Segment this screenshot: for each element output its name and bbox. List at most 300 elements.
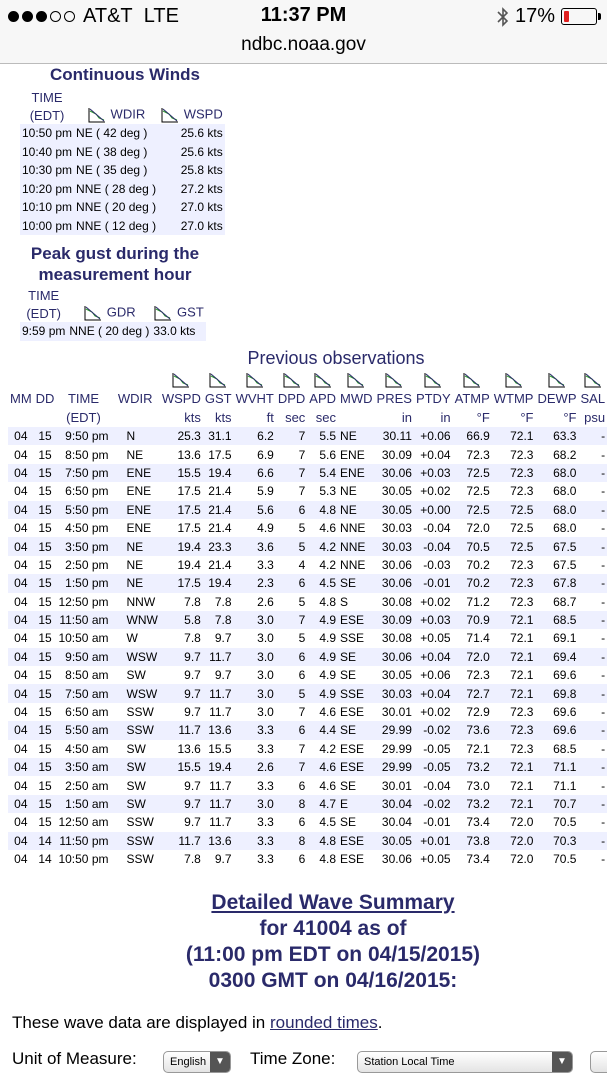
obs-cell-pres: 30.06 <box>381 576 412 591</box>
cw-time: 10:30 pm <box>22 163 73 178</box>
status-bar <box>0 0 607 32</box>
obs-cell-atmp: 73.2 <box>466 760 490 775</box>
obs-cell-apd: 4.6 <box>319 760 337 775</box>
obs-cell-dpd: 7 <box>298 447 306 462</box>
obs-cell-mwd: E <box>340 797 349 811</box>
obs-cell-time: 11:50 pm <box>59 833 109 848</box>
continuous-winds-row <box>20 180 225 199</box>
obs-cell-ptdy: +0.02 <box>420 705 451 720</box>
obs-row <box>8 721 607 739</box>
obs-cell-apd: 4.6 <box>319 778 337 793</box>
obs-cell-dpd: 6 <box>298 852 306 867</box>
obs-cell-pres: 30.03 <box>381 539 412 554</box>
obs-cell-time: 6:50 pm <box>65 484 109 499</box>
obs-cell-ptdy: +0.00 <box>420 502 451 517</box>
obs-cell-ptdy: -0.01 <box>423 576 451 591</box>
obs-cell-dd: 15 <box>38 797 52 811</box>
note-prefix: These wave data are displayed in <box>12 1013 270 1032</box>
obs-cell-pres: 30.08 <box>381 594 412 609</box>
sal-chart-icon[interactable] <box>583 371 603 389</box>
dpd-chart-icon[interactable] <box>282 371 302 389</box>
obs-cell-pres: 30.05 <box>381 833 412 848</box>
obs-cell-wdir: NE <box>126 576 144 591</box>
obs-cell-wdir: NNW <box>126 594 156 609</box>
obs-cell-ptdy: -0.01 <box>423 815 451 830</box>
obs-cell-apd: 4.9 <box>319 686 337 701</box>
obs-cell-sal: - <box>601 778 606 793</box>
obs-cell-dewp: 67.5 <box>553 557 577 572</box>
obs-cell-dd: 15 <box>38 668 52 683</box>
obs-cell-atmp: 72.5 <box>466 502 490 517</box>
cw-wdir: NE ( 42 deg ) <box>76 126 148 141</box>
obs-header-ptdy: PTDY <box>415 391 451 406</box>
obs-cell-atmp: 72.5 <box>466 484 490 499</box>
obs-cell-time: 1:50 pm <box>65 576 109 591</box>
obs-cell-dpd: 7 <box>298 613 306 628</box>
obs-cell-dewp: 67.5 <box>553 539 577 554</box>
obs-cell-dewp: 68.0 <box>553 502 577 517</box>
obs-cell-wspd: 9.7 <box>184 778 201 793</box>
obs-cell-wdir: SW <box>126 668 146 683</box>
obs-cell-wdir: SSW <box>126 815 154 830</box>
obs-cell-gst: 11.7 <box>209 815 232 830</box>
clock: 11:37 PM <box>260 4 347 26</box>
obs-cell-wspd: 9.7 <box>184 686 201 701</box>
obs-cell-gst: 21.4 <box>208 557 232 572</box>
obs-header-pres: PRES <box>376 391 412 406</box>
obs-cell-wtmp: 72.3 <box>510 447 534 462</box>
status-right <box>497 5 597 28</box>
obs-cell-wtmp: 72.1 <box>510 778 534 793</box>
obs-unit-atmp: °F <box>476 410 490 425</box>
obs-cell-wdir: SSW <box>126 705 154 720</box>
obs-cell-wdir: ENE <box>126 465 152 480</box>
pres-chart-icon[interactable] <box>384 371 404 389</box>
obs-unit-wspd: kts <box>184 410 201 425</box>
obs-cell-dewp: 68.0 <box>553 521 577 536</box>
obs-cell-wtmp: 72.5 <box>510 539 534 554</box>
obs-cell-mwd: SE <box>340 778 357 793</box>
obs-cell-wdir: WNW <box>126 613 158 628</box>
obs-unit-ptdy: in <box>440 410 451 425</box>
obs-cell-mm: 04 <box>14 760 28 775</box>
obs-row <box>8 666 607 684</box>
obs-cell-atmp: 70.9 <box>466 613 490 628</box>
obs-cell-pres: 30.09 <box>381 447 412 462</box>
cw-wdir: NE ( 38 deg ) <box>76 144 148 159</box>
obs-row <box>8 445 607 463</box>
tz-select-value: Station Local Time <box>364 1056 455 1068</box>
obs-cell-pres: 30.05 <box>381 502 412 517</box>
obs-cell-mm: 04 <box>14 631 28 646</box>
obs-cell-dd: 15 <box>38 741 52 756</box>
obs-cell-apd: 4.2 <box>319 557 337 572</box>
obs-cell-ptdy: -0.02 <box>423 797 451 811</box>
obs-cell-mm: 04 <box>14 539 28 554</box>
obs-cell-atmp: 73.8 <box>466 833 490 848</box>
obs-cell-mwd: ESE <box>340 833 365 848</box>
obs-cell-dpd: 6 <box>298 576 306 591</box>
obs-row <box>8 684 607 702</box>
obs-cell-sal: - <box>601 705 606 720</box>
obs-cell-atmp: 72.0 <box>466 649 490 664</box>
obs-cell-wspd: 19.4 <box>177 557 201 572</box>
obs-cell-atmp: 73.0 <box>466 778 490 793</box>
obs-cell-dpd: 7 <box>298 484 306 499</box>
obs-cell-sal: - <box>601 797 606 811</box>
obs-header-apd: APD <box>309 391 337 406</box>
obs-cell-apd: 4.2 <box>319 539 337 554</box>
atmp-chart-icon[interactable] <box>462 371 482 389</box>
continuous-winds-row <box>20 143 225 162</box>
obs-cell-pres: 30.06 <box>381 852 412 867</box>
obs-cell-dewp: 68.5 <box>553 741 577 756</box>
obs-cell-gst: 31.1 <box>208 429 232 444</box>
obs-cell-gst: 13.6 <box>208 723 232 738</box>
cw-wdir-header: WDIR <box>110 106 146 122</box>
obs-cell-dd: 15 <box>38 686 52 701</box>
obs-cell-wspd: 9.7 <box>184 705 201 720</box>
obs-cell-gst: 9.7 <box>214 668 232 683</box>
obs-cell-apd: 4.4 <box>319 723 337 738</box>
obs-cell-wdir: W <box>126 631 138 646</box>
wspd-chart-icon[interactable] <box>171 371 191 389</box>
obs-cell-gst: 17.5 <box>208 447 232 462</box>
obs-cell-wvht: 3.6 <box>257 539 274 554</box>
previous-observations-title: Previous observations <box>247 348 425 368</box>
obs-header-wvht: WVHT <box>235 391 274 406</box>
obs-cell-wspd: 5.8 <box>184 613 201 628</box>
obs-cell-wdir: NE <box>126 539 144 554</box>
mwd-chart-icon[interactable] <box>346 371 366 389</box>
obs-cell-mwd: SSE <box>340 631 365 646</box>
chevron-down-icon: ▼ <box>552 1052 572 1072</box>
previous-observations-table <box>8 370 607 868</box>
ptdy-chart-icon[interactable] <box>423 371 443 389</box>
obs-cell-dewp: 68.0 <box>553 465 577 480</box>
obs-cell-atmp: 72.1 <box>466 741 490 756</box>
wtmp-chart-icon[interactable] <box>504 371 524 389</box>
obs-cell-gst: 11.7 <box>209 649 232 664</box>
obs-cell-sal: - <box>601 594 606 609</box>
obs-cell-dd: 15 <box>38 631 52 646</box>
obs-cell-ptdy: +0.03 <box>420 613 451 628</box>
obs-cell-wvht: 2.3 <box>257 576 274 591</box>
time-zone-label: Time Zone: <box>250 1049 336 1068</box>
cw-time: 10:10 pm <box>22 200 73 215</box>
obs-cell-wvht: 3.0 <box>257 649 274 664</box>
obs-cell-sal: - <box>601 649 606 664</box>
obs-cell-gst: 21.4 <box>208 484 232 499</box>
obs-cell-dd: 15 <box>38 705 52 720</box>
cw-wspd-header: WSPD <box>183 106 223 122</box>
detailed-wave-summary-link[interactable]: Detailed Wave Summary <box>211 891 455 914</box>
obs-cell-mm: 04 <box>14 521 28 536</box>
obs-cell-ptdy: -0.04 <box>423 521 451 536</box>
obs-cell-dd: 15 <box>38 778 52 793</box>
obs-cell-sal: - <box>601 447 606 462</box>
obs-cell-apd: 5.5 <box>319 429 337 444</box>
obs-cell-wtmp: 72.3 <box>510 484 534 499</box>
rounded-times-note <box>12 1013 382 1033</box>
obs-cell-dpd: 5 <box>298 594 306 609</box>
obs-cell-mm: 04 <box>14 557 28 572</box>
cw-time-header: TIME <box>31 89 63 105</box>
obs-cell-dewp: 68.2 <box>553 447 577 462</box>
obs-cell-wtmp: 72.5 <box>510 521 534 536</box>
obs-cell-time: 8:50 am <box>65 668 109 683</box>
obs-cell-dpd: 5 <box>298 521 306 536</box>
obs-cell-pres: 30.05 <box>381 668 412 683</box>
rounded-times-link[interactable]: rounded times <box>270 1013 378 1032</box>
obs-row <box>8 427 607 445</box>
obs-cell-dd: 15 <box>38 815 52 830</box>
cw-wspd: 25.6 kts <box>180 144 223 159</box>
obs-cell-ptdy: -0.05 <box>423 760 451 775</box>
gst-chart-icon[interactable] <box>153 304 173 322</box>
obs-cell-wvht: 3.0 <box>257 705 274 720</box>
obs-cell-atmp: 72.3 <box>466 447 490 462</box>
obs-cell-wspd: 17.5 <box>177 521 201 536</box>
obs-cell-dd: 15 <box>38 521 52 536</box>
obs-cell-apd: 4.6 <box>319 705 337 720</box>
obs-row <box>8 501 607 519</box>
obs-cell-gst: 11.7 <box>209 705 232 720</box>
obs-cell-mwd: SE <box>340 723 357 738</box>
obs-cell-wdir: N <box>126 429 136 444</box>
obs-cell-wspd: 9.7 <box>184 797 201 811</box>
obs-cell-ptdy: +0.06 <box>420 429 451 444</box>
obs-cell-mwd: ESE <box>340 613 365 628</box>
peak-gust-title-line1: Peak gust during the <box>30 244 200 263</box>
cw-time: 10:20 pm <box>22 181 73 196</box>
obs-row <box>8 629 607 647</box>
obs-cell-sal: - <box>601 741 606 756</box>
wspd-chart-icon[interactable] <box>160 106 180 124</box>
obs-cell-wdir: SW <box>126 760 146 775</box>
obs-cell-mm: 04 <box>14 815 28 830</box>
obs-cell-wspd: 19.4 <box>177 539 201 554</box>
obs-cell-dd: 15 <box>38 649 52 664</box>
obs-row <box>8 482 607 500</box>
obs-header-wdir: WDIR <box>117 391 153 406</box>
obs-cell-dd: 15 <box>38 484 52 499</box>
obs-cell-dewp: 68.7 <box>553 594 577 609</box>
obs-cell-mm: 04 <box>14 484 28 499</box>
obs-cell-atmp: 72.3 <box>466 668 490 683</box>
obs-cell-mm: 04 <box>14 797 28 811</box>
obs-cell-wvht: 3.0 <box>257 668 274 683</box>
obs-cell-mwd: SSE <box>340 686 365 701</box>
carrier-name: AT&T <box>83 5 133 27</box>
obs-cell-mm: 04 <box>14 649 28 664</box>
obs-cell-time: 7:50 pm <box>65 465 109 480</box>
obs-cell-wtmp: 72.3 <box>510 465 534 480</box>
obs-cell-mwd: ESE <box>340 760 365 775</box>
obs-cell-sal: - <box>601 815 606 830</box>
obs-cell-atmp: 73.2 <box>466 797 490 811</box>
obs-cell-wspd: 11.7 <box>178 833 201 848</box>
cw-time: 10:00 pm <box>22 218 73 233</box>
continuous-winds-row <box>20 217 225 236</box>
obs-cell-time: 2:50 pm <box>65 557 109 572</box>
cw-wdir: NNE ( 12 deg ) <box>76 218 157 233</box>
obs-cell-wtmp: 72.0 <box>510 833 534 848</box>
obs-cell-wvht: 6.9 <box>257 447 274 462</box>
obs-cell-wdir: NE <box>126 557 144 572</box>
obs-cell-mm: 04 <box>14 613 28 628</box>
obs-cell-gst: 15.5 <box>208 741 232 756</box>
pg-gdr: NNE ( 20 deg ) <box>69 324 150 339</box>
obs-cell-pres: 30.04 <box>381 797 412 811</box>
obs-cell-pres: 30.01 <box>381 705 412 720</box>
obs-cell-wvht: 3.3 <box>257 557 274 572</box>
obs-header-mm: MM <box>10 391 32 406</box>
obs-cell-wdir: ENE <box>126 484 152 499</box>
obs-header-wspd: WSPD <box>161 391 201 406</box>
url-text: ndbc.noaa.gov <box>241 34 366 55</box>
obs-cell-dewp: 68.5 <box>553 613 577 628</box>
obs-cell-ptdy: -0.04 <box>423 778 451 793</box>
cw-wspd: 25.6 kts <box>180 126 223 141</box>
obs-cell-wtmp: 72.1 <box>510 631 534 646</box>
continuous-winds-row <box>20 198 225 217</box>
obs-cell-mm: 04 <box>14 576 28 591</box>
obs-cell-apd: 4.2 <box>319 741 337 756</box>
obs-cell-dewp: 70.3 <box>553 833 577 848</box>
obs-cell-wspd: 15.5 <box>177 465 201 480</box>
dewp-chart-icon[interactable] <box>547 371 567 389</box>
obs-cell-dd: 15 <box>38 576 52 591</box>
obs-cell-dewp: 69.4 <box>553 649 577 664</box>
obs-cell-wspd: 9.7 <box>184 668 201 683</box>
obs-unit-mwd <box>338 408 375 427</box>
obs-cell-wtmp: 72.1 <box>510 760 534 775</box>
peak-gust-title-line2: measurement hour <box>38 265 192 284</box>
obs-cell-wspd: 11.7 <box>178 723 201 738</box>
obs-unit-wvht: ft <box>266 410 274 425</box>
obs-cell-apd: 5.4 <box>319 465 337 480</box>
cw-time: 10:40 pm <box>22 144 73 159</box>
obs-cell-mm: 04 <box>14 723 28 738</box>
battery-level <box>564 11 569 22</box>
obs-row <box>8 537 607 555</box>
obs-cell-wspd: 13.6 <box>177 447 201 462</box>
gst-chart-icon[interactable] <box>208 371 228 389</box>
obs-row <box>8 776 607 794</box>
obs-cell-mm: 04 <box>14 741 28 756</box>
obs-cell-wdir: SW <box>126 741 146 756</box>
obs-cell-wtmp: 72.3 <box>510 557 534 572</box>
obs-cell-gst: 7.8 <box>214 613 232 628</box>
continuous-winds-row <box>20 161 225 180</box>
obs-cell-wvht: 6.6 <box>257 465 274 480</box>
obs-cell-dpd: 6 <box>298 649 306 664</box>
pg-gst-header: GST <box>177 304 204 320</box>
obs-unit-dewp: °F <box>563 410 577 425</box>
obs-cell-time: 3:50 am <box>65 760 109 775</box>
wave-summary-heading <box>0 890 607 994</box>
wvht-chart-icon[interactable] <box>245 371 265 389</box>
battery-icon <box>561 8 597 25</box>
apd-chart-icon[interactable] <box>313 371 333 389</box>
obs-cell-wvht: 5.6 <box>257 502 274 517</box>
obs-unit-row <box>8 408 607 427</box>
obs-cell-dd: 15 <box>38 613 52 628</box>
obs-cell-atmp: 71.2 <box>466 594 490 609</box>
obs-cell-wspd: 9.7 <box>184 649 201 664</box>
obs-cell-dd: 15 <box>38 594 52 609</box>
extra-select[interactable] <box>590 1051 607 1073</box>
obs-cell-wdir: WSW <box>126 649 158 664</box>
obs-cell-ptdy: +0.04 <box>420 447 451 462</box>
obs-cell-mwd: ESE <box>340 741 365 756</box>
obs-cell-apd: 4.8 <box>319 594 337 609</box>
obs-cell-pres: 30.08 <box>381 631 412 646</box>
obs-cell-dpd: 5 <box>298 631 306 646</box>
obs-cell-wdir: SSW <box>126 833 154 848</box>
cw-wdir: NNE ( 28 deg ) <box>76 181 157 196</box>
continuous-winds-title: Continuous Winds <box>50 65 200 84</box>
obs-cell-atmp: 71.4 <box>466 631 490 646</box>
cw-time-unit: (EDT) <box>29 107 65 123</box>
time-zone-select[interactable] <box>357 1051 573 1073</box>
obs-cell-atmp: 73.4 <box>466 815 490 830</box>
obs-cell-wdir: NE <box>126 447 144 462</box>
unit-of-measure-select[interactable] <box>163 1051 231 1073</box>
wave-edt-line: (11:00 pm EDT on 04/15/2015) <box>185 943 481 966</box>
obs-cell-gst: 19.4 <box>208 760 232 775</box>
obs-row <box>8 593 607 611</box>
obs-cell-dd: 15 <box>38 447 52 462</box>
obs-cell-apd: 4.9 <box>319 649 337 664</box>
obs-cell-mwd: NE <box>340 484 357 499</box>
network-type: LTE <box>143 5 179 27</box>
obs-cell-wtmp: 72.3 <box>510 741 534 756</box>
obs-cell-sal: - <box>601 852 606 867</box>
unit-select-value: English <box>170 1056 207 1068</box>
obs-cell-wvht: 4.9 <box>257 521 274 536</box>
obs-cell-gst: 9.7 <box>214 631 232 646</box>
obs-unit-sal: psu <box>584 410 606 425</box>
obs-cell-gst: 7.8 <box>214 594 232 609</box>
obs-cell-mm: 04 <box>14 502 28 517</box>
address-bar[interactable] <box>0 32 607 64</box>
obs-cell-sal: - <box>601 613 606 628</box>
obs-cell-time: 5:50 pm <box>65 502 109 517</box>
gdr-chart-icon[interactable] <box>83 304 103 322</box>
obs-header-dewp: DEWP <box>537 391 577 406</box>
obs-cell-ptdy: -0.04 <box>423 539 451 554</box>
obs-cell-wdir: SW <box>126 778 146 793</box>
obs-row <box>8 795 607 813</box>
wdir-chart-icon[interactable] <box>87 106 107 124</box>
obs-cell-dd: 15 <box>38 539 52 554</box>
obs-cell-dd: 15 <box>38 502 52 517</box>
obs-cell-time: 9:50 pm <box>65 429 109 444</box>
obs-cell-ptdy: +0.03 <box>420 465 451 480</box>
obs-unit-pres: in <box>401 410 412 425</box>
obs-header-mwd: MWD <box>340 391 373 406</box>
obs-row <box>8 740 607 758</box>
pg-time: 9:59 pm <box>22 324 66 339</box>
obs-cell-mm: 04 <box>14 668 28 683</box>
obs-cell-wspd: 7.8 <box>184 852 201 867</box>
bluetooth-icon <box>497 7 509 27</box>
obs-cell-dpd: 7 <box>298 760 306 775</box>
obs-cell-wvht: 3.0 <box>257 613 274 628</box>
obs-cell-wvht: 3.3 <box>257 741 274 756</box>
